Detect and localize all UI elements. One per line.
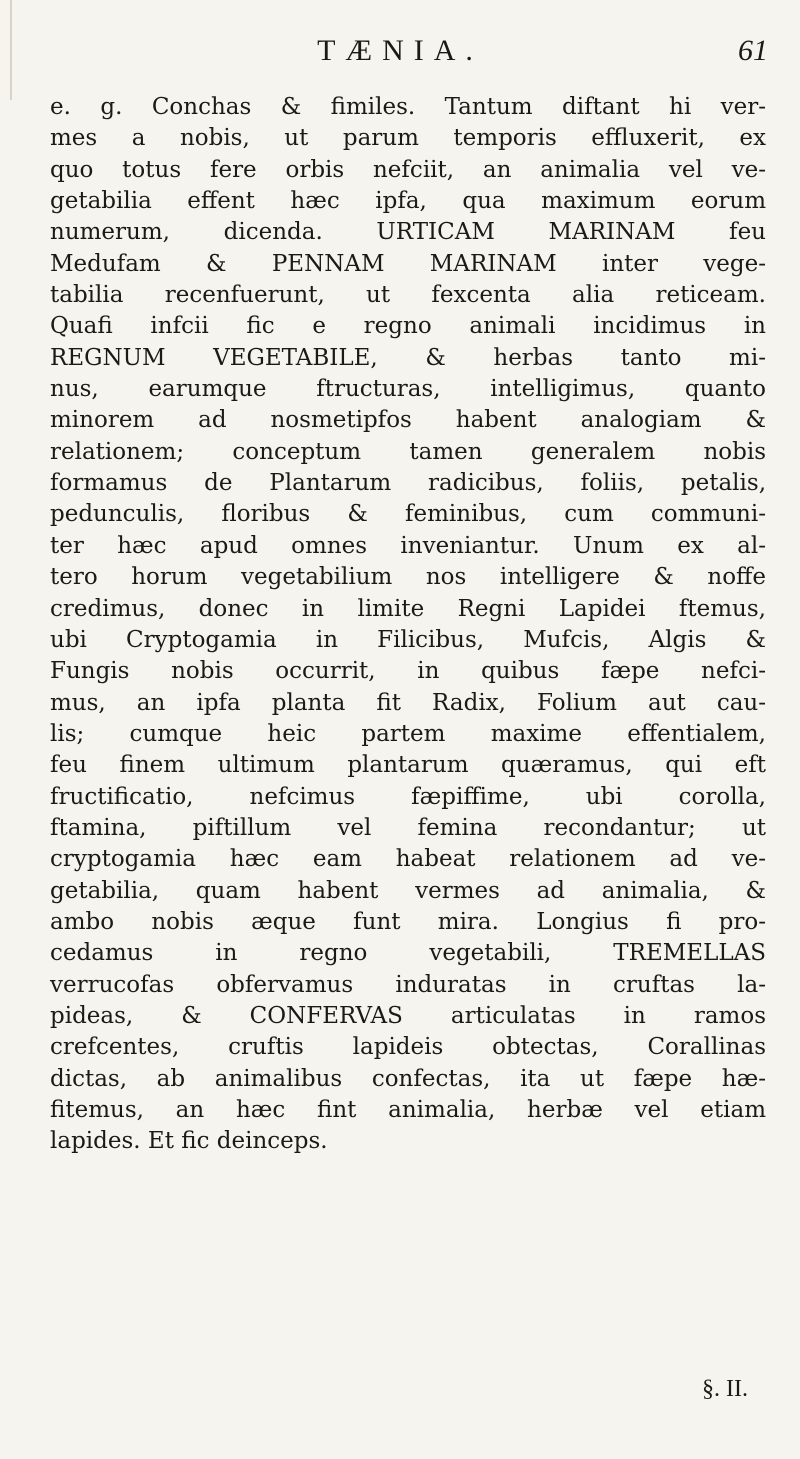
text-line: ftamina, piftillum vel femina recondantur; ut <box>50 814 766 841</box>
page-number: 61 <box>738 34 768 67</box>
text-line: crefcentes, cruftis lapideis obtectas, Corallinas <box>50 1034 766 1061</box>
text-line: quo totus fere orbis nefciit, an animalia vel ve- <box>50 156 766 183</box>
text-line: nus, earumque ftructuras, intelligimus, quanto <box>50 376 766 403</box>
text-line: minorem ad nosmetipfos habent analogiam & <box>50 407 766 434</box>
text-line: fructificatio, nefcimus fæpiffime, ubi corolla, <box>50 783 766 810</box>
text-line: ambo nobis æque funt mira. Longius fi pro- <box>50 908 766 935</box>
body-text <box>50 92 766 1158</box>
text-line: pedunculis, floribus & feminibus, cum communi- <box>50 501 766 528</box>
text-line: getabilia effent hæc ipfa, qua maximum eorum <box>50 188 766 215</box>
text-line: REGNUM VEGETABILE, & herbas tanto mi- <box>50 344 766 371</box>
text-line: feu finem ultimum plantarum quæramus, qui eft <box>50 752 766 779</box>
text-line: numerum, dicenda. URTICAM MARINAM feu <box>50 219 766 246</box>
text-line: lapides. Et fic deinceps. <box>50 1128 328 1155</box>
text-line: e. g. Conchas & fimiles. Tantum diftant hi ver- <box>50 94 766 120</box>
text-line: tero horum vegetabilium nos intelligere & noffe <box>50 564 766 591</box>
text-line: fitemus, an hæc fint animalia, herbæ vel etiam <box>50 1097 766 1123</box>
text-line: Fungis nobis occurrit, in quibus fæpe nefci- <box>50 658 766 685</box>
text-line: ubi Cryptogamia in Filicibus, Mufcis, Algis & <box>50 626 766 653</box>
text-line: relationem; conceptum tamen generalem nobis <box>50 438 766 465</box>
running-title: TÆNIA. <box>317 34 483 67</box>
text-line: pideas, & CONFERVAS articulatas in ramos <box>50 1002 766 1029</box>
text-line: tabilia recenfuerunt, ut fexcenta alia reticeam. <box>50 282 766 309</box>
text-line: Quafi infcii fic e regno animali incidimus in <box>50 313 766 340</box>
text-line: cedamus in regno vegetabili, TREMELLAS <box>50 940 766 967</box>
text-line: formamus de Plantarum radicibus, foliis, petalis, <box>50 470 766 497</box>
text-line: lis; cumque heic partem maxime effentialem, <box>50 720 766 747</box>
text-line: getabilia, quam habent vermes ad animalia, & <box>50 877 766 904</box>
text-line: ter hæc apud omnes inveniantur. Unum ex al- <box>50 532 766 559</box>
catchword: §. II. <box>702 1376 748 1402</box>
text-line: Medufam & PENNAM MARINAM inter vege- <box>50 250 766 277</box>
text-line: mes a nobis, ut parum temporis effluxerit, ex <box>50 125 766 152</box>
text-line: verrucofas obfervamus induratas in cruftas la- <box>50 971 766 998</box>
text-line: cryptogamia hæc eam habeat relationem ad ve- <box>50 846 766 873</box>
text-line: dictas, ab animalibus confectas, ita ut fæpe hæ- <box>50 1065 766 1092</box>
page-header <box>0 34 800 74</box>
text-line: credimus, donec in limite Regni Lapidei ftemus, <box>50 595 766 622</box>
text-line: mus, an ipfa planta fit Radix, Folium aut cau- <box>50 689 766 716</box>
